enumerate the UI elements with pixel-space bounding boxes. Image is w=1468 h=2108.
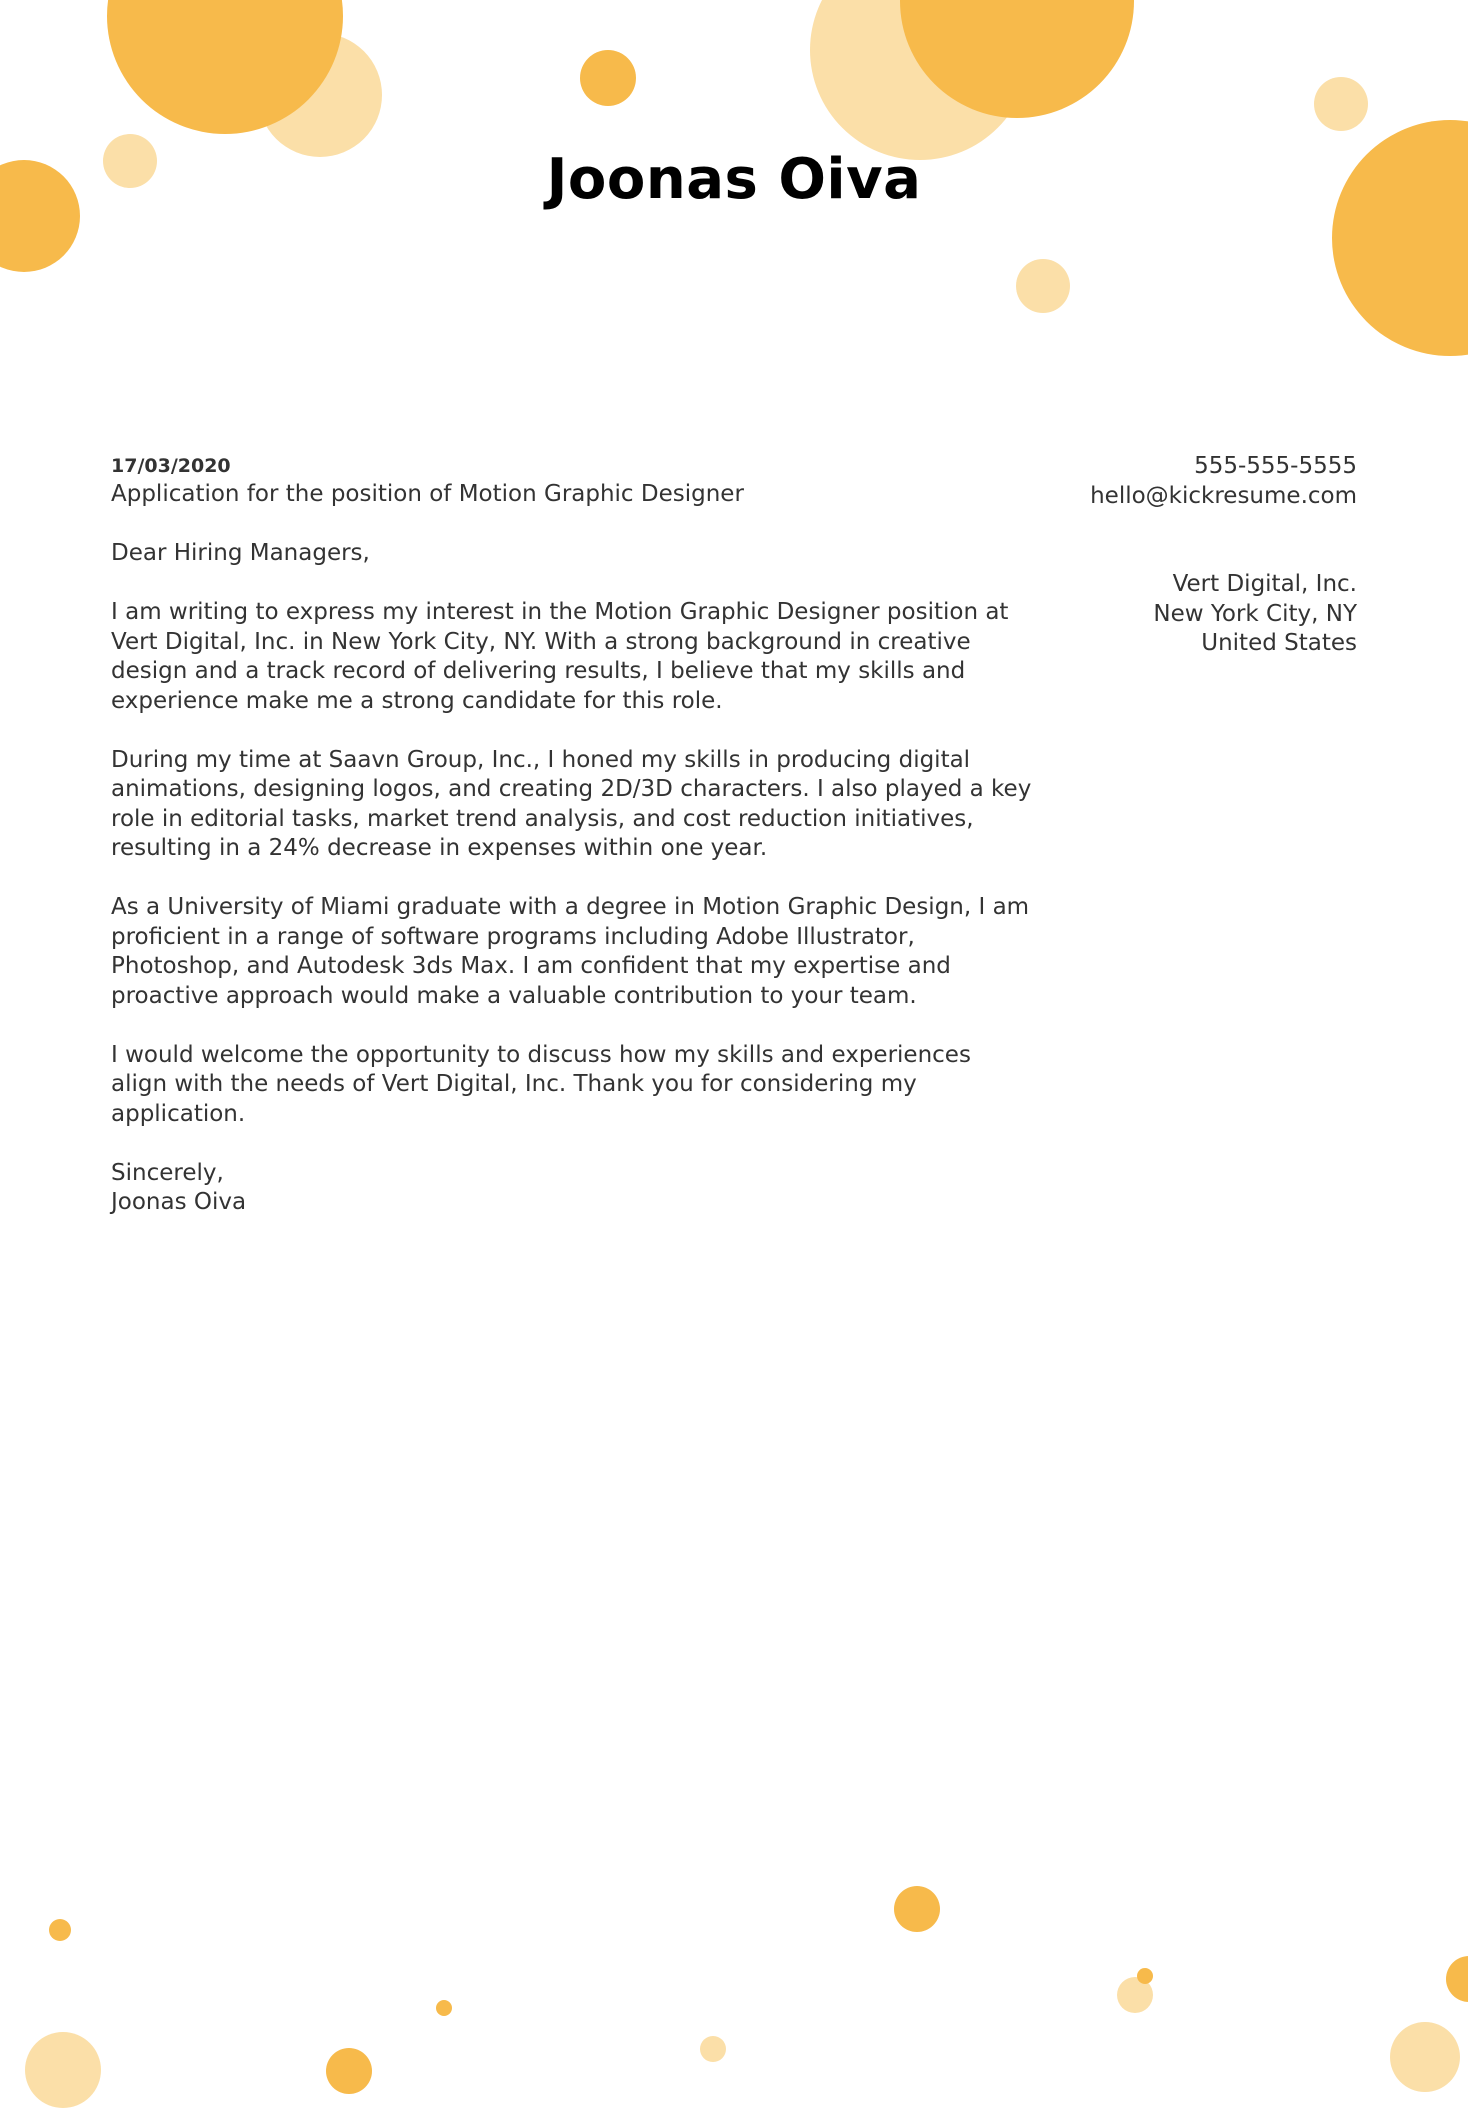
- recipient-address: [957, 570, 1357, 659]
- paragraph-line: application.: [111, 1100, 246, 1127]
- contact-details: [957, 452, 1357, 511]
- recipient-country: United States: [1201, 630, 1357, 656]
- paragraph-line: proficient in a range of software programs including Adobe Illustrator,: [111, 923, 915, 950]
- letter-date: 17/03/2020: [111, 455, 231, 477]
- paragraph-line: I would welcome the opportunity to discuss how my skills and experiences: [111, 1041, 971, 1068]
- decor-circle: [1137, 1968, 1153, 1984]
- paragraph-line: proactive approach would make a valuable contribution to your team.: [111, 982, 917, 1009]
- letter-signoff: [111, 1159, 1051, 1218]
- letter-paragraph-3: [111, 893, 1051, 1011]
- paragraph-line: resulting in a 24% decrease in expenses within one year.: [111, 835, 768, 861]
- decor-circle: [1390, 2022, 1460, 2092]
- decor-circle: [1016, 259, 1070, 313]
- paragraph-line: align with the needs of Vert Digital, Inc. Thank you for considering my: [111, 1071, 917, 1097]
- paragraph-line: experience make me a strong candidate for this role.: [111, 687, 723, 714]
- paragraph-line: As a University of Miami graduate with a degree in Motion Graphic Design, I am: [111, 894, 1030, 920]
- letter-closing: Sincerely,: [111, 1159, 224, 1186]
- recipient-city: New York City, NY: [1153, 600, 1357, 627]
- paragraph-line: Photoshop, and Autodesk 3ds Max. I am confident that my expertise and: [111, 953, 951, 979]
- letter-body: [111, 452, 1051, 1218]
- recipient-company: Vert Digital, Inc.: [1172, 571, 1357, 597]
- letter-paragraph-1: [111, 598, 1051, 716]
- decor-circle: [326, 2048, 372, 2094]
- letter-greeting: Dear Hiring Managers,: [111, 540, 370, 566]
- contact-block: [957, 452, 1357, 659]
- decor-circle: [1446, 1956, 1468, 2002]
- paragraph-line: role in editorial tasks, market trend analysis, and cost reduction initiatives,: [111, 805, 974, 832]
- decor-circle: [700, 2036, 726, 2062]
- decor-circle: [25, 2032, 101, 2108]
- paragraph-line: I am writing to express my interest in the Motion Graphic Designer position at: [111, 599, 1009, 625]
- decor-circle: [894, 1886, 940, 1932]
- paragraph-line: animations, designing logos, and creating 2D/3D characters. I also played a key: [111, 776, 1032, 802]
- letter-paragraph-2: [111, 746, 1051, 864]
- paragraph-line: During my time at Saavn Group, Inc., I honed my skills in producing digital: [111, 746, 971, 773]
- paragraph-line: Vert Digital, Inc. in New York City, NY. With a strong background in creative: [111, 628, 971, 655]
- contact-phone: 555-555-5555: [1194, 453, 1357, 479]
- paragraph-line: design and a track record of delivering results, I believe that my skills and: [111, 658, 966, 684]
- decor-circle: [49, 1919, 71, 1941]
- letter-signature: Joonas Oiva: [111, 1189, 247, 1215]
- decor-circle: [436, 2000, 452, 2016]
- letter-subject: Application for the position of Motion Graphic Designer: [111, 481, 744, 507]
- applicant-name: Joonas Oiva: [546, 147, 922, 212]
- decor-circle: [1314, 77, 1368, 131]
- letter-paragraph-4: [111, 1041, 1051, 1130]
- decor-circle: [580, 50, 636, 106]
- contact-email: hello@kickresume.com: [1090, 482, 1357, 509]
